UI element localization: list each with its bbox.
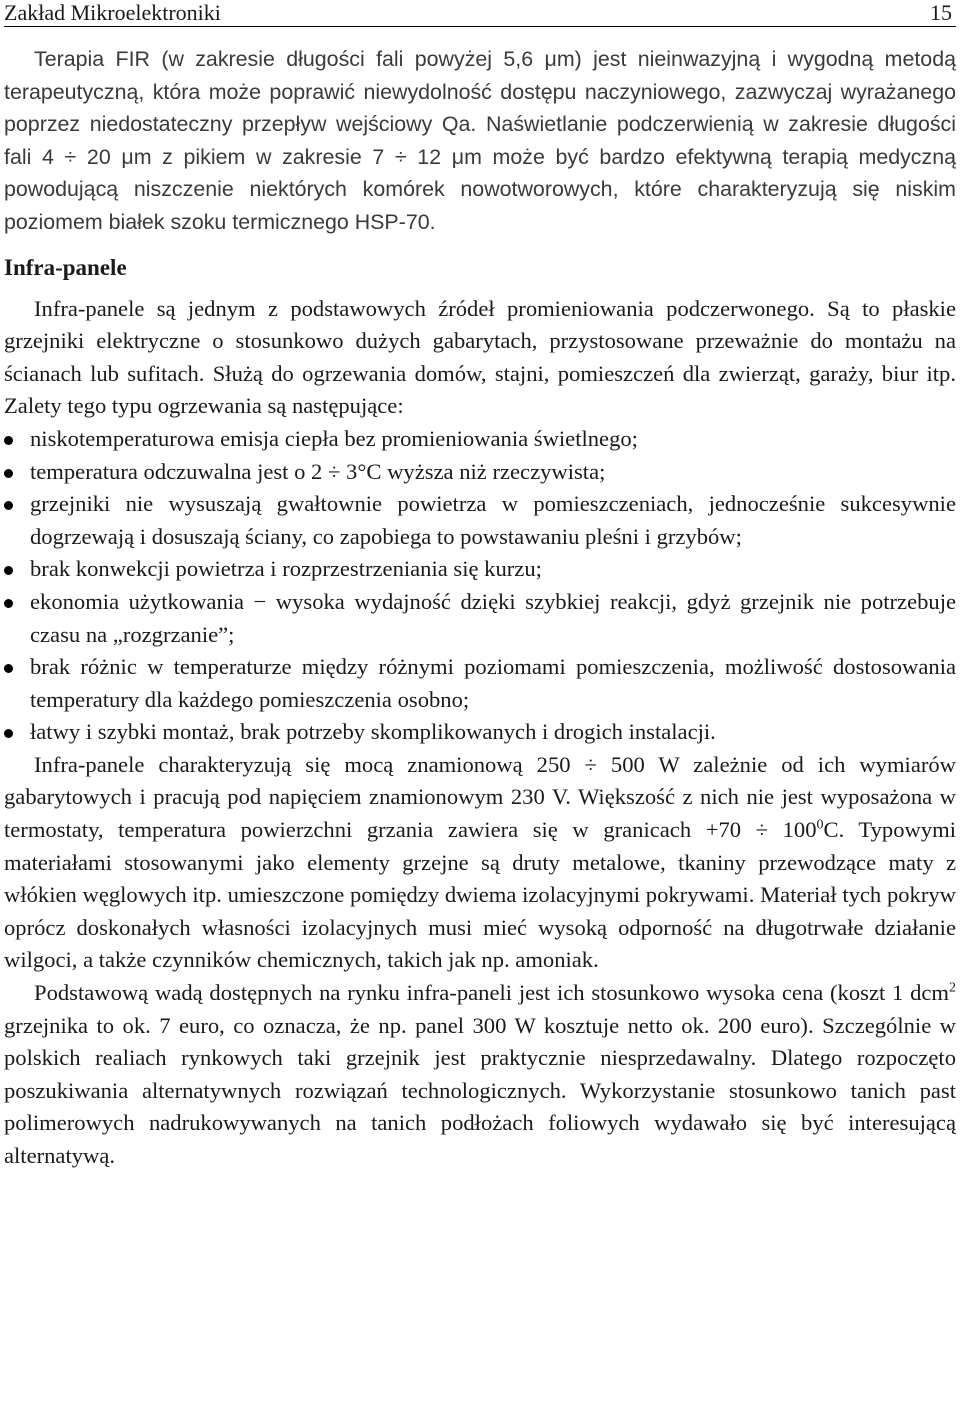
list-item xyxy=(4,456,956,489)
intro-text-part1: Terapia FIR (w zakresie długości fali powyżej 5,6 μm) jest nieinwazyjną i wygodną metodą terapeutyczną, która może poprawić niewydolność dostępu naczyniowego, zazwyczaj wyrażanego poprzez niedostateczny przepływ wejściowy Qa. xyxy=(4,47,956,137)
list-item-text: niskotemperaturowa emisja ciepła bez promieniowania świetlnego; xyxy=(30,425,638,451)
intro-text-part2: Naświetlanie podczerwienią w zakresie długości fali 4 ÷ 20 μm z pikiem w zakresie 7 ÷ 12 μm może być bardzo efektywną terapią medyczną powodującą niszczenie niektórych komórek nowotworowych, które charakteryzują się niskim poziomem białek szoku termicznego HSP-70. xyxy=(4,112,956,234)
list-item-text: temperatura odczuwalna jest o 2 ÷ 3°C wyższa niż rzeczywista; xyxy=(30,458,606,484)
bullet-icon xyxy=(4,729,13,738)
header-title: Zakład Mikroelektroniki xyxy=(4,0,221,25)
list-item-text: grzejniki nie wysuszają gwałtownie powietrza w pomieszczeniach, jednocześnie sukcesywnie dogrzewają i dosuszają ściany, co zapobiega to powstawaniu pleśni i grzybów; xyxy=(30,491,956,549)
list-item-text: łatwy i szybki montaż, brak potrzeby skomplikowanych i drogich instalacji. xyxy=(30,719,716,745)
bullet-icon xyxy=(4,566,13,575)
list-item xyxy=(4,651,956,716)
section-heading: Infra-panele xyxy=(4,254,127,280)
page-header xyxy=(4,0,956,27)
para3-text-a: Podstawową wadą dostępnych na rynku infra-paneli jest ich stosunkowo wysoka cena (koszt 1 dcm xyxy=(34,980,949,1006)
intro-paragraph xyxy=(4,43,956,239)
degree-superscript: 0 xyxy=(816,817,824,833)
bullet-icon xyxy=(4,664,13,673)
bullet-icon xyxy=(4,469,13,478)
para3-text-b: grzejnika to ok. 7 euro, co oznacza, że np. panel 300 W kosztuje netto ok. 200 euro). Szczególnie w polskich realiach rynkowych taki grzejnik jest praktycznie niesprzedawalny. Dlatego rozpoczęto poszukiwania alternatywnych rozwiązań technologicznych. Wykorzystanie stosunkowo tanich past polimerowych nadrukowywanych na tanich podłożach foliowych wydawało się być interesującą alternatywą. xyxy=(4,1012,956,1168)
document-page xyxy=(4,0,956,1173)
section-paragraph-3 xyxy=(4,977,956,1173)
list-item-text: ekonomia użytkowania − wysoka wydajność dzięki szybkiej reakcji, gdyż grzejnik nie potrzebuje czasu na „rozgrzanie”; xyxy=(30,588,956,647)
bullet-icon xyxy=(4,599,13,608)
section-paragraph-2 xyxy=(4,749,956,977)
para2-text-a: Infra-panele charakteryzują się mocą znamionową 250 ÷ 500 W zależnie od ich wymiarów gabarytowych i pracują pod napięciem znamionowym 230 V. Większość z nich nie jest wyposażona w termostaty, temperatura powierzchni grzania zawiera się w granicach +70 ÷ 100 xyxy=(4,751,956,843)
list-item xyxy=(4,716,956,749)
advantages-list xyxy=(4,423,956,749)
list-item xyxy=(4,586,956,651)
page-body xyxy=(4,43,956,1173)
bullet-icon xyxy=(4,501,13,510)
page-number: 15 xyxy=(930,0,952,25)
list-item xyxy=(4,553,956,586)
bullet-icon xyxy=(4,436,13,445)
area-superscript: 2 xyxy=(949,980,956,996)
list-item xyxy=(4,488,956,553)
para2-text-b: C. Typowymi materiałami stosowanymi jako elementy grzejne są druty metalowe, tkaniny przewodzące maty z włókien węglowych itp. umieszczone pomiędzy dwiema izolacyjnymi pokrywami. Materiał tych pokryw oprócz doskonałych własności izolacyjnych musi mieć wysoką odporność na długotrwałe działanie wilgoci, a także czynników chemicznych, takich jak np. amoniak. xyxy=(4,817,956,973)
list-item-text: brak różnic w temperaturze między różnymi poziomami pomieszczenia, możliwość dostosowania temperatury dla każdego pomieszczenia osobno; xyxy=(30,654,956,712)
list-item xyxy=(4,423,956,456)
section-paragraph-1: Infra-panele są jednym z podstawowych źródeł promieniowania podczerwonego. Są to płaskie grzejniki elektryczne o stosunkowo dużych gabarytach, przystosowane przeważnie do montażu na ścianach lub sufitach. Służą do ogrzewania domów, stajni, pomieszczeń dla zwierząt, garaży, biur itp. Zalety tego typu ogrzewania są następujące: xyxy=(4,295,956,419)
list-item-text: brak konwekcji powietrza i rozprzestrzeniania się kurzu; xyxy=(30,556,542,582)
